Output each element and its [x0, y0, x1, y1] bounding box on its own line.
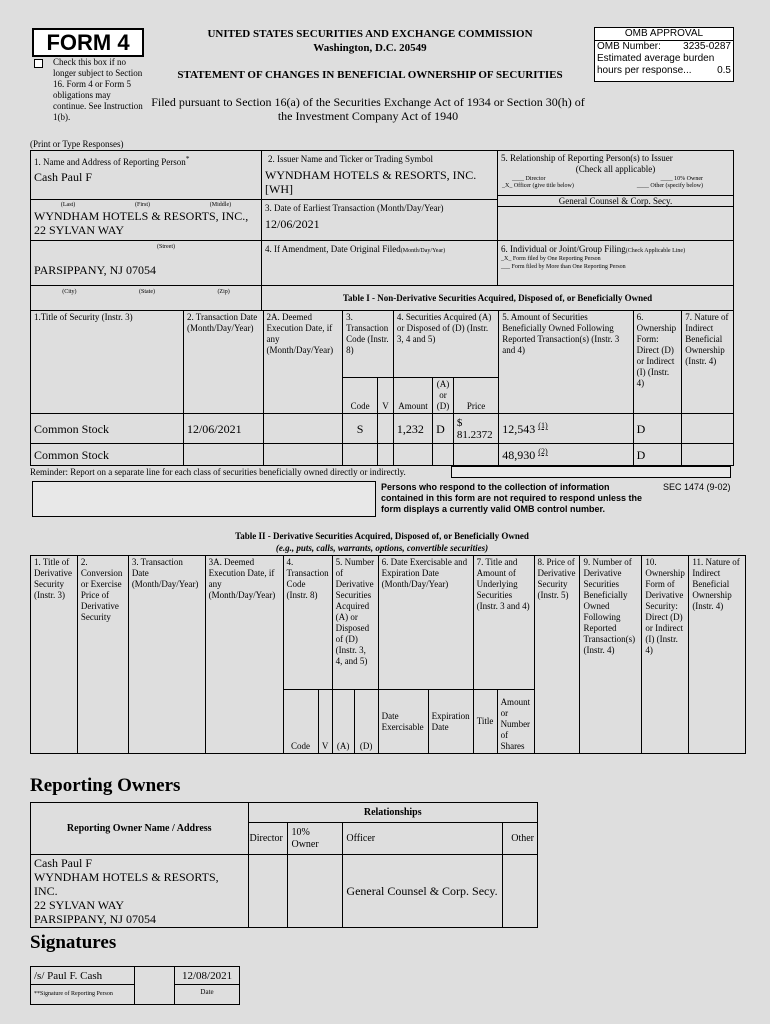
t2-sub-date-ex: Date Exercisable [378, 690, 428, 754]
box6-filing [497, 240, 734, 286]
t2-h10: 10. Ownership Form of Derivative Security: Direct (D) or Indirect (I) (Instr. 4) [642, 556, 689, 754]
t1-h7: 7. Nature of Indirect Beneficial Ownership (Instr. 4) [682, 311, 734, 414]
reporting-person-city: PARSIPPANY, NJ 07054 [34, 263, 156, 277]
ro-col-ten: 10% Owner [288, 823, 343, 855]
t2-sub-v: V [318, 690, 332, 754]
t2-sub-a: (A) [332, 690, 354, 754]
t2-h7: 7. Title and Amount of Underlying Securities (Instr. 3 and 4) [473, 556, 534, 690]
ro-owner-addr1: WYNDHAM HOTELS & RESORTS, INC. [34, 870, 219, 898]
box4-label: 4. If Amendment, Date Original Filed [265, 244, 401, 254]
ro-director-cell [248, 855, 288, 928]
box4-amendment [261, 240, 498, 286]
box6-label-sub: (Check Applicable Line) [625, 248, 686, 254]
t1-h6: 6. Ownership Form: Direct (D) or Indirect (I) (Instr. 4) [633, 311, 682, 414]
box1-name [30, 150, 262, 200]
box4-label-sub: (Month/Day/Year) [400, 248, 446, 254]
t2-sub-d: (D) [354, 690, 378, 754]
reporting-person-address: WYNDHAM HOTELS & RESORTS, INC., 22 SYLVAN WAY [34, 209, 249, 237]
name-parts-row [31, 200, 261, 209]
ro-col-director: Director [248, 823, 288, 855]
box6-label: 6. Individual or Joint/Group Filing [501, 244, 626, 254]
t2-h11: 11. Nature of Indirect Beneficial Ownership (Instr. 4) [689, 556, 746, 754]
filing-option-2[interactable]: ___ Form filed by More than One Reporting Person [501, 264, 626, 270]
table2-subtitle: (e.g., puts, calls, warrants, options, convertible securities) [275, 543, 489, 553]
t1-r2-code [343, 444, 378, 466]
omb-hours: 0.5 [717, 65, 731, 76]
form-title: FORM 4 [46, 30, 130, 55]
ro-col-name: Reporting Owner Name / Address [31, 803, 249, 855]
box5-label: 5. Relationship of Reporting Person(s) to Issuer [501, 153, 673, 163]
ro-owner-addr2: 22 SYLVAN WAY [34, 898, 125, 912]
director-label: Director [525, 176, 546, 182]
t1-r2-date [183, 444, 263, 466]
t1-r2-footnote[interactable]: (2) [538, 447, 548, 456]
signature-label-mark: ** [34, 991, 40, 997]
t2-h9: 9. Number of Derivative Securities Beneficially Owned Following Reported Transaction(s) (Instr. 4) [580, 556, 642, 754]
t2-sub-exp: Expiration Date [428, 690, 473, 754]
t2-h2: 2. Conversion or Exercise Price of Derivative Security [77, 556, 128, 754]
box5-blank [497, 206, 734, 241]
box4-label-row [262, 241, 497, 258]
omb-burden-row [595, 65, 733, 77]
issuer-name: WYNDHAM HOTELS & RESORTS, INC. [265, 168, 477, 182]
notice-blank-box [32, 481, 376, 517]
t1-h1: 1.Title of Security (Instr. 3) [31, 311, 184, 414]
t1-h2: 2. Transaction Date (Month/Day/Year) [183, 311, 263, 414]
table2-derivative [30, 555, 746, 754]
signature-date: 12/08/2021 [175, 967, 240, 985]
signature-value: /s/ Paul F. Cash [31, 967, 135, 985]
table-row [31, 444, 734, 466]
table1-title-box [261, 285, 734, 311]
table1-non-derivative [30, 310, 734, 466]
ten-pct-option[interactable]: ____ 10% Owner [660, 176, 703, 182]
ro-owner-addr3: PARSIPPANY, NJ 07054 [34, 912, 156, 926]
table-row [31, 855, 538, 928]
agency-location: Washington, D.C. 20549 [313, 42, 427, 54]
last-label: (Last) [60, 202, 76, 208]
t1-h2a: 2A. Deemed Execution Date, if any (Month/Day/Year) [263, 311, 343, 414]
omb-burden-1: Estimated average burden [597, 53, 715, 64]
t1-sub-code: Code [343, 378, 378, 414]
no-longer-subject-checkbox[interactable] [34, 59, 43, 68]
filing-option-1-mark: X [504, 256, 509, 262]
other-option[interactable]: ____ Other (specify below) [636, 183, 703, 189]
t1-sub-aord: (A) or (D) [433, 378, 454, 414]
t1-sub-amount: Amount [393, 378, 432, 414]
t1-r1-aord: D [433, 414, 454, 444]
omb-number-label: OMB Number: [597, 41, 661, 52]
t1-r1-code: S [343, 414, 378, 444]
t1-r1-v [378, 414, 394, 444]
omb-number: 3235-0287 [683, 41, 731, 52]
other-label: Other (specify below) [650, 183, 703, 189]
issuer-ticker: [WH] [265, 182, 293, 196]
box3-label: 3. Date of Earliest Transaction (Month/Day/Year) [265, 203, 444, 213]
state-label: (State) [139, 289, 155, 295]
t2-sub-code: Code [283, 690, 318, 754]
table-row [31, 414, 734, 444]
ro-owner-cell [31, 855, 249, 928]
ro-col-other: Other [503, 823, 538, 855]
signature-spacer [135, 967, 175, 1005]
box5-row1 [498, 175, 733, 183]
signature-label-cell [31, 985, 135, 1005]
omb-number-row [595, 41, 733, 53]
t2-h1: 1. Title of Derivative Security (Instr. 3) [31, 556, 78, 754]
t2-h6: 6. Date Exercisable and Expiration Date (Month/Day/Year) [378, 556, 473, 690]
box5-row2 [498, 183, 733, 190]
t1-r1-deemed [263, 414, 343, 444]
box2-issuer [261, 150, 498, 200]
zip-label: (Zip) [217, 289, 230, 295]
filing-option-2-label: Form filed by More than One Reporting Person [511, 264, 626, 270]
t1-r1-owned-cell [499, 414, 633, 444]
table2-title: Table II - Derivative Securities Acquired, Disposed of, or Beneficially Owned [235, 531, 529, 541]
reminder: Reminder: Report on a separate line for each class of securities beneficially owned directly or indirectly. [30, 467, 406, 477]
box1-label-row [31, 151, 261, 170]
middle-label: (Middle) [209, 202, 232, 208]
filed-pursuant: Filed pursuant to Section 16(a) of the Securities Exchange Act of 1934 or Section 30(h) of the Investment Company Act of 1940 [151, 95, 585, 123]
t1-r1-form: D [633, 414, 682, 444]
t1-r2-owned: 48,930 [502, 448, 536, 462]
sec-code: SEC 1474 (9-02) [663, 482, 731, 492]
earliest-transaction-date: 12/06/2021 [265, 217, 320, 231]
t1-r2-price [453, 444, 498, 466]
ro-ten-cell [288, 855, 343, 928]
ro-other-cell [503, 855, 538, 928]
t2-h4: 4. Transaction Code (Instr. 8) [283, 556, 332, 690]
ten-pct-label: 10% Owner [674, 176, 703, 182]
ro-col-rel: Relationships [248, 803, 538, 823]
t2-h5: 5. Number of Derivative Securities Acquired (A) or Disposed of (D) (Instr. 3, 4, and 5) [332, 556, 378, 690]
t1-r1-amount: 1,232 [393, 414, 432, 444]
box5-sub: (Check all applicable) [575, 164, 656, 174]
t2-sub-title: Title [473, 690, 497, 754]
box6-label-row [498, 241, 733, 255]
t1-r1-date: 12/06/2021 [183, 414, 263, 444]
director-option[interactable]: ____ Director [512, 176, 546, 182]
street-label: (Street) [157, 244, 175, 250]
t1-r1-price: $ 81.2372 [453, 414, 498, 444]
t1-r2-aord [433, 444, 454, 466]
box2-label: 2. Issuer Name and Ticker or Trading Symbol [268, 154, 433, 164]
t1-r2-nature [682, 444, 734, 466]
t1-r1-title: Common Stock [31, 414, 184, 444]
t1-r2-deemed [263, 444, 343, 466]
city-label: (City) [62, 289, 77, 295]
t1-r2-title: Common Stock [31, 444, 184, 466]
t1-r1-nature [682, 414, 734, 444]
t1-sub-price: Price [453, 378, 498, 414]
ro-owner-name: Cash Paul F [34, 856, 93, 870]
table1-title: Table I - Non-Derivative Securities Acquired, Disposed of, or Beneficially Owned [342, 293, 653, 303]
t2-h8: 8. Price of Derivative Security (Instr. 5) [534, 556, 580, 754]
t2-h3a: 3A. Deemed Execution Date, if any (Month/Day/Year) [205, 556, 283, 754]
t1-h5: 5. Amount of Securities Beneficially Owned Following Reported Transaction(s) (Instr. 3 and 4) [499, 311, 633, 414]
first-label: (First) [135, 202, 150, 208]
t1-h4: 4. Securities Acquired (A) or Disposed of (D) (Instr. 3, 4 and 5) [393, 311, 498, 378]
signature-label: Signature of Reporting Person [40, 991, 113, 997]
t1-r1-footnote[interactable]: (1) [538, 421, 548, 430]
agency-name: UNITED STATES SECURITIES AND EXCHANGE COMMISSION [207, 28, 533, 40]
t2-sub-amount: Amount or Number of Shares [497, 690, 534, 754]
ro-officer-value: General Counsel & Corp. Secy. [343, 855, 503, 928]
persons-notice: Persons who respond to the collection of information contained in this form are not required to respond unless the form displays a currently valid OMB control number. [381, 482, 643, 514]
print-type: (Print or Type Responses) [30, 139, 124, 149]
box1-label-mark: * [185, 154, 190, 163]
box1-address [30, 199, 262, 241]
t1-sub-v: V [378, 378, 394, 414]
checkbox-text: Check this box if no longer subject to Section 16. Form 4 or Form 5 obligations may continue. See Instruction 1(b). [53, 57, 143, 122]
filing-option-1[interactable]: _X_ Form filed by One Reporting Person [501, 256, 601, 262]
reporting-owners-table [30, 802, 538, 928]
city-state-zip-row [31, 286, 261, 296]
ro-col-officer: Officer [343, 823, 503, 855]
filing-option-1-label: Form filed by One Reporting Person [512, 256, 601, 262]
form-title-box [32, 28, 144, 57]
omb-title: OMB APPROVAL [595, 28, 733, 41]
t1-r2-owned-cell [499, 444, 633, 466]
reporting-person-name: Cash Paul F [34, 170, 93, 184]
box1-citystatezip [30, 285, 262, 311]
date-label: Date [175, 985, 240, 1005]
officer-label: Officer (give title below) [513, 183, 574, 189]
t1-r2-amount [393, 444, 432, 466]
t2-h3: 3. Transaction Date (Month/Day/Year) [128, 556, 205, 754]
reporting-owners-heading: Reporting Owners [30, 775, 181, 796]
box3-date [261, 199, 498, 241]
officer-mark: X [505, 183, 510, 189]
box1-label: 1. Name and Address of Reporting Person [34, 157, 186, 167]
officer-option[interactable]: _X_ Officer (give title below) [502, 183, 574, 189]
statement-title: STATEMENT OF CHANGES IN BENEFICIAL OWNERSHIP OF SECURITIES [177, 69, 563, 81]
officer-title: General Counsel & Corp. Secy. [558, 196, 673, 206]
box1-city [30, 240, 262, 286]
signatures-heading: Signatures [30, 932, 117, 953]
omb-burden-2: hours per response... [597, 65, 692, 76]
signatures-table [30, 966, 240, 1005]
t1-r2-form: D [633, 444, 682, 466]
omb-approval-box [594, 27, 734, 82]
t1-r2-v [378, 444, 394, 466]
t1-r1-owned: 12,543 [502, 422, 536, 436]
t1-h3: 3. Transaction Code (Instr. 8) [343, 311, 394, 378]
reminder-box [451, 466, 731, 478]
